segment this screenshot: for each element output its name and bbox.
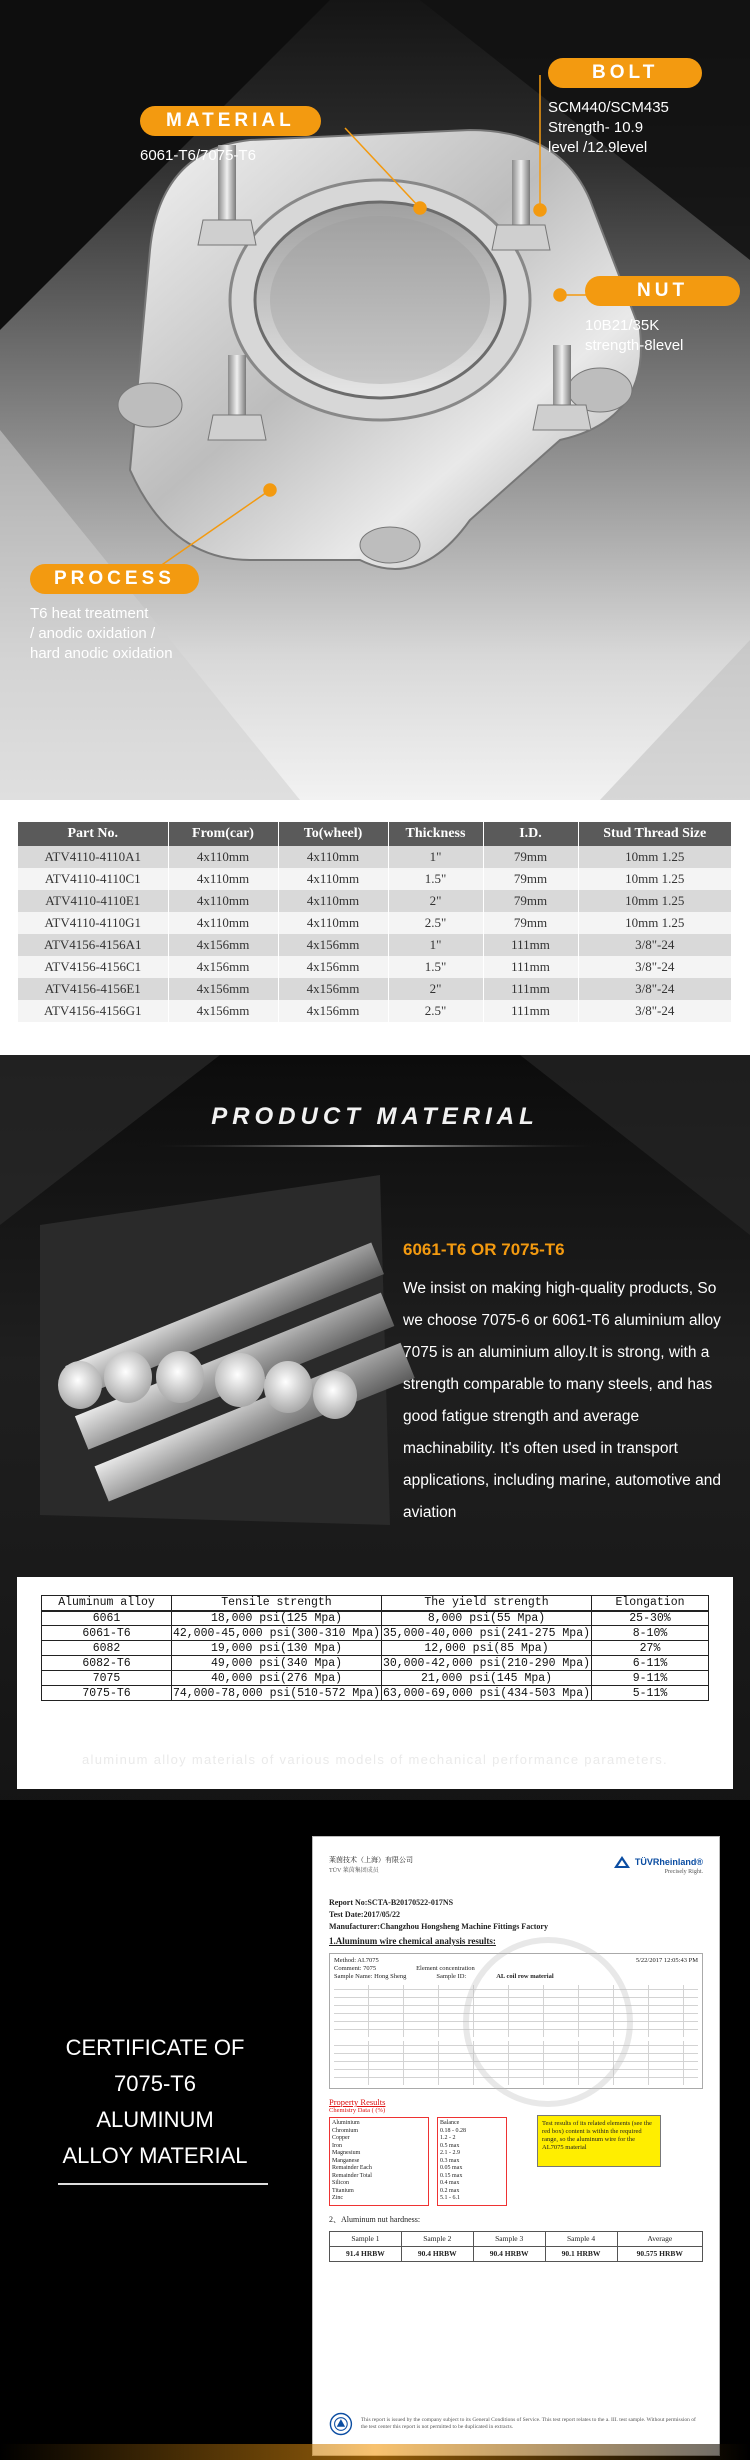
element-limit: Balance [440, 2120, 460, 2126]
alloy-cell: 30,000-42,000 psi(210-290 Mpa) [382, 1656, 591, 1670]
spec-cell: 1" [388, 934, 483, 956]
hardness-header: Sample 4 [545, 2231, 617, 2246]
spec-cell: 4x156mm [168, 978, 278, 1000]
spec-cell: 4x156mm [278, 934, 388, 956]
alloy-table [41, 1595, 709, 1701]
process-line: T6 heat treatment [30, 605, 149, 622]
alloy-cell: 8-10% [592, 1626, 709, 1641]
alloy-cell: 27% [592, 1641, 709, 1656]
sample-id: Sample ID: [436, 1973, 467, 1980]
tuv-brand: TÜVRheinland® [634, 1857, 703, 1867]
process-line: / anodic oxidation / [30, 625, 156, 642]
alloy-cell: 35,000-40,000 psi(241-275 Mpa) [382, 1626, 591, 1640]
spec-header: I.D. [483, 822, 578, 846]
certificate-divider [58, 2183, 268, 2185]
material-label: MATERIAL [140, 106, 321, 136]
report-footer [329, 2407, 703, 2441]
alloy-header: Tensile strength [172, 1596, 382, 1611]
alloy-cell: 74,000-78,000 psi(510-572 Mpa) [172, 1686, 381, 1700]
manufacturer: Manufacturer:Changzhou Hongsheng Machine Fittings Factory [329, 1922, 548, 1931]
spec-cell: 10mm 1.25 [578, 890, 732, 912]
element-name: Copper [332, 2135, 350, 2141]
spec-cell: 4x156mm [278, 978, 388, 1000]
alloy-cell: 25-30% [592, 1611, 709, 1626]
element-limit: 0.05 max [440, 2165, 463, 2171]
spec-cell: ATV4156-4156C1 [18, 956, 168, 978]
element-limit: 0.4 max [440, 2180, 460, 2186]
alloy-cell: 42,000-45,000 psi(300-310 Mpa) [172, 1626, 381, 1640]
material-callout [140, 106, 321, 166]
spec-cell: 111mm [483, 934, 578, 956]
element-limit: 0.3 max [440, 2157, 460, 2164]
spec-cell: ATV4156-4156G1 [18, 1000, 168, 1022]
conclusion-note: Test results of its related elements (see the red box) content is within the required range, so the aluminum wire for the AL7075 material [537, 2115, 661, 2167]
bottom-accent-bar [0, 2444, 750, 2460]
certificate-heading [40, 2030, 270, 2174]
spec-header: Stud Thread Size [578, 822, 732, 846]
element-limit: 0.15 max [440, 2172, 463, 2179]
spec-cell: 79mm [483, 912, 578, 934]
issuer-sub: TÜV 莱茵集团成员 [329, 1868, 379, 1874]
test-date: Test Date:2017/05/22 [329, 1910, 401, 1919]
element-limit: 2.1 - 2.9 [440, 2150, 460, 2156]
spec-cell: ATV4110-4110C1 [18, 868, 168, 890]
element-name: Aluminium [332, 2120, 360, 2126]
material-description: We insist on making high-quality products, So we choose 7075-6 or 6061-T6 aluminium alloy 7075 is an aluminium alloy.It is strong, with a strength comparable to many steels, and has good fatigue strength and average machinability. It's often used in transport applications, including marine, automotive and aviation [403, 1280, 721, 1521]
alloy-cell: 49,000 psi(340 Mpa) [172, 1656, 382, 1671]
hardness-value: 90.1 HRBW [545, 2246, 617, 2261]
alloy-row [42, 1671, 709, 1686]
spec-cell: 4x110mm [168, 890, 278, 912]
test-report-document [312, 1836, 720, 2456]
spec-header: Thickness [388, 822, 483, 846]
section-1-title: 1.Aluminum wire chemical analysis results: [329, 1936, 496, 1946]
sample-material: AL coil row material [496, 1973, 554, 1980]
sample-name: Sample Name: Hong Sheng [334, 1973, 407, 1980]
report-meta [329, 1897, 703, 1947]
nut-text [585, 316, 740, 356]
hardness-value: 90.4 HRBW [473, 2246, 545, 2261]
alloy-cell: 40,000 psi(276 Mpa) [172, 1671, 382, 1686]
spec-cell: 3/8"-24 [578, 978, 732, 1000]
element-concentration: Element concentration [416, 1965, 475, 1972]
alloy-row [42, 1656, 709, 1671]
alloy-row [42, 1611, 709, 1626]
tuv-logo-block [613, 1855, 703, 1875]
nut-callout [585, 276, 740, 356]
issuer-name: 莱茵技术（上海）有限公司 [329, 1856, 413, 1864]
spec-cell: 4x110mm [168, 846, 278, 868]
alloy-cell: 7075 [42, 1671, 172, 1686]
spec-cell: 10mm 1.25 [578, 846, 732, 868]
alloy-cell: 18,000 psi(125 Mpa) [172, 1611, 382, 1626]
report-header [329, 1855, 703, 1875]
element-name: Manganese [332, 2157, 360, 2164]
spec-row [18, 934, 732, 956]
element-limit: 1.2 - 2 [440, 2135, 456, 2141]
spec-cell: 4x156mm [278, 1000, 388, 1022]
hardness-table [329, 2231, 703, 2262]
spec-cell: 4x156mm [278, 956, 388, 978]
element-name: Iron [332, 2142, 342, 2149]
certificate-section [0, 1800, 750, 2460]
chemistry-area [329, 2107, 703, 2206]
chemistry-lists [329, 2117, 507, 2206]
spec-cell: 3/8"-24 [578, 956, 732, 978]
alloy-cell: 6082-T6 [42, 1656, 172, 1671]
alloy-cell: 9-11% [592, 1671, 709, 1686]
element-name: Remainder Each [332, 2165, 372, 2171]
spec-cell: 111mm [483, 1000, 578, 1022]
process-label: PROCESS [30, 564, 199, 594]
element-name: Magnesium [332, 2150, 361, 2156]
bolt-line: SCM440/SCM435 [548, 99, 669, 116]
spec-cell: 1.5" [388, 956, 483, 978]
spec-row [18, 868, 732, 890]
spec-table [18, 822, 732, 1022]
alloy-cell: 5-11% [592, 1686, 709, 1701]
product-material-title: PRODUCT MATERIAL [211, 1103, 539, 1130]
element-limit: 0.2 max [440, 2187, 460, 2194]
certificate-heading-line: ALUMINUM [96, 2107, 214, 2132]
spec-cell: 3/8"-24 [578, 1000, 732, 1022]
spec-cell: 4x110mm [278, 846, 388, 868]
aluminium-rods-photo [40, 1175, 415, 1525]
element-name: Chromium [332, 2127, 359, 2134]
spec-cell: ATV4110-4110G1 [18, 912, 168, 934]
alloy-header: The yield strength [382, 1596, 592, 1611]
method: Method: AI.7075 [334, 1957, 379, 1964]
certificate-heading-line: CERTIFICATE OF [65, 2035, 245, 2060]
element-name: Silicon [332, 2180, 350, 2186]
spec-cell: 2.5" [388, 1000, 483, 1022]
process-line: hard anodic oxidation [30, 645, 173, 662]
spec-row [18, 890, 732, 912]
alloy-caption: aluminum alloy materials of various models of mechanical performance parameters. [82, 1752, 668, 1767]
spec-cell: 1" [388, 846, 483, 868]
spec-header: To(wheel) [278, 822, 388, 846]
alloy-cell: 21,000 psi(145 Mpa) [382, 1671, 592, 1686]
spec-cell: 79mm [483, 846, 578, 868]
alloy-header-row [42, 1596, 709, 1611]
alloy-cell: 12,000 psi(85 Mpa) [382, 1641, 592, 1656]
element-name: Remainder Total [332, 2172, 372, 2179]
material-line: 6061-T6/7075-T6 [140, 147, 256, 164]
spec-row [18, 956, 732, 978]
element-list [329, 2117, 429, 2206]
material-text [140, 146, 321, 166]
spec-header-row [18, 822, 732, 846]
hardness-value: 90.575 HRBW [617, 2246, 703, 2261]
bolt-label: BOLT [548, 58, 702, 88]
hardness-header-row [330, 2231, 703, 2246]
chemistry-data [329, 2107, 507, 2206]
hero-section [0, 0, 750, 800]
spec-cell: 4x110mm [168, 868, 278, 890]
spec-cell: 10mm 1.25 [578, 868, 732, 890]
spec-cell: 2" [388, 890, 483, 912]
bolt-line: Strength- 10.9 [548, 119, 644, 136]
hardness-value: 91.4 HRBW [330, 2246, 402, 2261]
spec-row [18, 1000, 732, 1022]
alloy-cell: 6061-T6 [42, 1626, 172, 1641]
spec-row [18, 846, 732, 868]
spec-header: Part No. [18, 822, 168, 846]
alloy-header: Aluminum alloy [42, 1596, 172, 1611]
timestamp: 5/22/2017 12:05:43 PM [635, 1957, 698, 1964]
property-results-title: Property Results [329, 2097, 386, 2107]
accreditation-seal-icon [329, 2407, 353, 2441]
element-limit: 0.18 - 0.28 [440, 2127, 466, 2134]
spec-cell: ATV4156-4156E1 [18, 978, 168, 1000]
element-limit: 5.1 - 6.1 [440, 2195, 460, 2201]
chemistry-data-title: Chemistry Data ( (%) [329, 2107, 386, 2114]
alloy-row [42, 1626, 709, 1641]
spec-cell: ATV4156-4156A1 [18, 934, 168, 956]
spec-cell: 4x156mm [168, 934, 278, 956]
bolt-callout [548, 58, 702, 158]
spec-cell: 4x110mm [278, 868, 388, 890]
spec-cell: 79mm [483, 868, 578, 890]
alloy-cell: 6-11% [592, 1656, 709, 1671]
footer-text: This report is issued by the company subject to its General Conditions of Service. This test report relates to the a. III. test sample. Without permission of the test center this report is not permitted to be duplicated in extracts. [360, 2417, 696, 2430]
watermark-stamp [463, 1937, 633, 2107]
spec-cell: ATV4110-4110E1 [18, 890, 168, 912]
tuv-logo [613, 1855, 703, 1869]
hardness-header: Sample 3 [473, 2231, 545, 2246]
spec-cell: 4x110mm [168, 912, 278, 934]
spec-cell: 3/8"-24 [578, 934, 732, 956]
spec-table-container [18, 822, 732, 1022]
alloy-cell: 6082 [42, 1641, 172, 1656]
alloy-cell: 63,000-69,000 psi(434-503 Mpa) [382, 1686, 591, 1700]
spec-header: From(car) [168, 822, 278, 846]
alloy-row [42, 1686, 709, 1701]
limit-list [437, 2117, 507, 2206]
spec-row [18, 912, 732, 934]
hardness-row [330, 2246, 703, 2261]
spec-cell: 111mm [483, 956, 578, 978]
alloy-cell: 7075-T6 [42, 1686, 172, 1701]
alloy-header: Elongation [592, 1596, 709, 1611]
spec-cell: 4x156mm [168, 1000, 278, 1022]
alloy-cell: 6061 [42, 1611, 172, 1626]
comment: Comment: 7075 [334, 1965, 377, 1972]
spec-cell: 111mm [483, 978, 578, 1000]
hardness-header: Average [617, 2231, 703, 2246]
spec-cell: 79mm [483, 890, 578, 912]
product-material-section [0, 1055, 750, 1825]
spec-row [18, 978, 732, 1000]
element-name: Titanium [332, 2187, 354, 2194]
tuv-tagline: Precisely Right. [664, 1869, 703, 1875]
hardness-header: Sample 1 [330, 2231, 402, 2246]
spec-cell: 4x110mm [278, 912, 388, 934]
spec-cell: 2" [388, 978, 483, 1000]
spec-cell: 10mm 1.25 [578, 912, 732, 934]
spec-cell: 4x156mm [168, 956, 278, 978]
element-limit: 0.5 max [440, 2142, 460, 2149]
spec-cell: 2.5" [388, 912, 483, 934]
hardness-header: Sample 2 [401, 2231, 473, 2246]
nut-line: strength-8level [585, 337, 684, 354]
issuer-block [329, 1855, 413, 1874]
alloy-cell: 8,000 psi(55 Mpa) [382, 1611, 592, 1626]
spec-cell: 1.5" [388, 868, 483, 890]
spec-cell: 4x110mm [278, 890, 388, 912]
alloy-row [42, 1641, 709, 1656]
report-number: Report No:SCTA-B20170522-017NS [329, 1898, 454, 1907]
process-text [30, 604, 199, 664]
certificate-heading-line: ALLOY MATERIAL [62, 2143, 248, 2168]
nut-line: 10B21/35K [585, 317, 660, 334]
bolt-text [548, 98, 702, 158]
process-callout [30, 564, 199, 664]
element-name: Zinc [332, 2195, 343, 2201]
section-2-title: 2、Aluminum nut hardness: [329, 2214, 421, 2224]
alloy-cell: 19,000 psi(130 Mpa) [172, 1641, 382, 1656]
certificate-heading-line: 7075-T6 [114, 2071, 196, 2096]
material-subtitle: 6061-T6 OR 7075-T6 [403, 1240, 565, 1259]
bolt-line: level /12.9level [548, 139, 648, 156]
hardness-value: 90.4 HRBW [401, 2246, 473, 2261]
spec-cell: ATV4110-4110A1 [18, 846, 168, 868]
triangle-logo-icon [613, 1855, 631, 1869]
nut-label: NUT [585, 276, 740, 306]
wheel-spacer-illustration [118, 130, 641, 569]
